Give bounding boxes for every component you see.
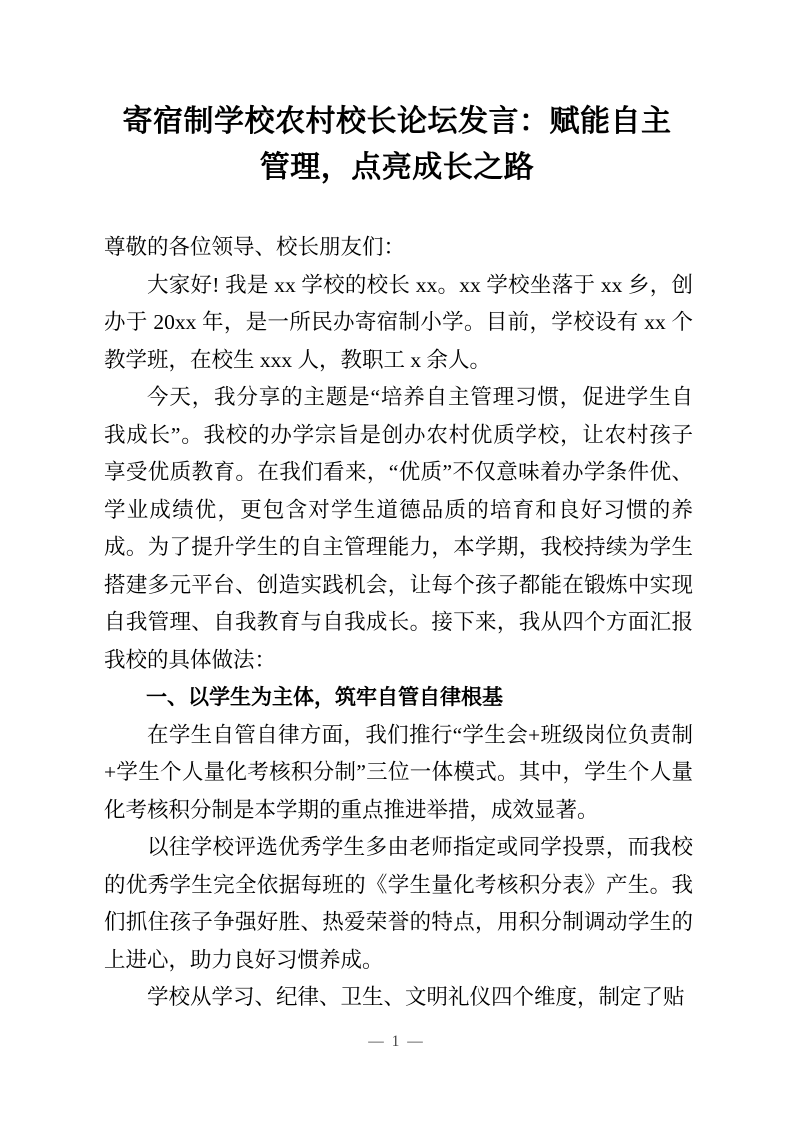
page-number: — 1 — [368,1033,425,1050]
body-paragraph: 学校从学习、纪律、卫生、文明礼仪四个维度，制定了贴 [147,985,685,1009]
body-paragraph: 今天，我分享的主题是“培养自主管理习惯，促进学生自我成长”。我校的办学宗旨是创办农村优质学校，让农村孩子享受优质教育。在我们看来，“优质”不仅意味着办学条件优、学业成绩优，更包含对学生道德品质的培育和良好习惯的养成。为了提升学生的自主管理能力，本学期，我校持续为学生搭建多元平台、创造实践机会，让每个孩子都能在锻炼中实现自我管理、自我教育与自我成长。接下来，我从四个方面汇报我校的具体做法： [104,385,693,672]
document-title: 寄宿制学校农村校长论坛发言：赋能自主管理，点亮成长之路 [122,105,672,184]
salutation-line: 尊敬的各位领导、校长朋友们： [104,235,406,259]
section-heading: 一、以学生为主体，筑牢自管自律根基 [146,686,503,709]
body-paragraph: 在学生自管自律方面，我们推行“学生会+班级岗位负责制+学生个人量化考核积分制”三位一体模式。其中，学生个人量化考核积分制是本学期的重点推进举措，成效显著。 [104,722,693,822]
body-paragraph: 大家好! 我是 xx 学校的校长 xx。xx 学校坐落于 xx 乡，创办于 20xx 年，是一所民办寄宿制小学。目前，学校设有 xx 个教学班，在校生 xxx 人，教职工 x 余人。 [104,272,693,372]
document-body [104,229,693,1017]
body-paragraph: 以往学校评选优秀学生多由老师指定或同学投票，而我校的优秀学生完全依据每班的《学生量化考核积分表》产生。我们抓住孩子争强好胜、热爱荣誉的特点，用积分制调动学生的上进心，助力良好习惯养成。 [104,835,693,972]
